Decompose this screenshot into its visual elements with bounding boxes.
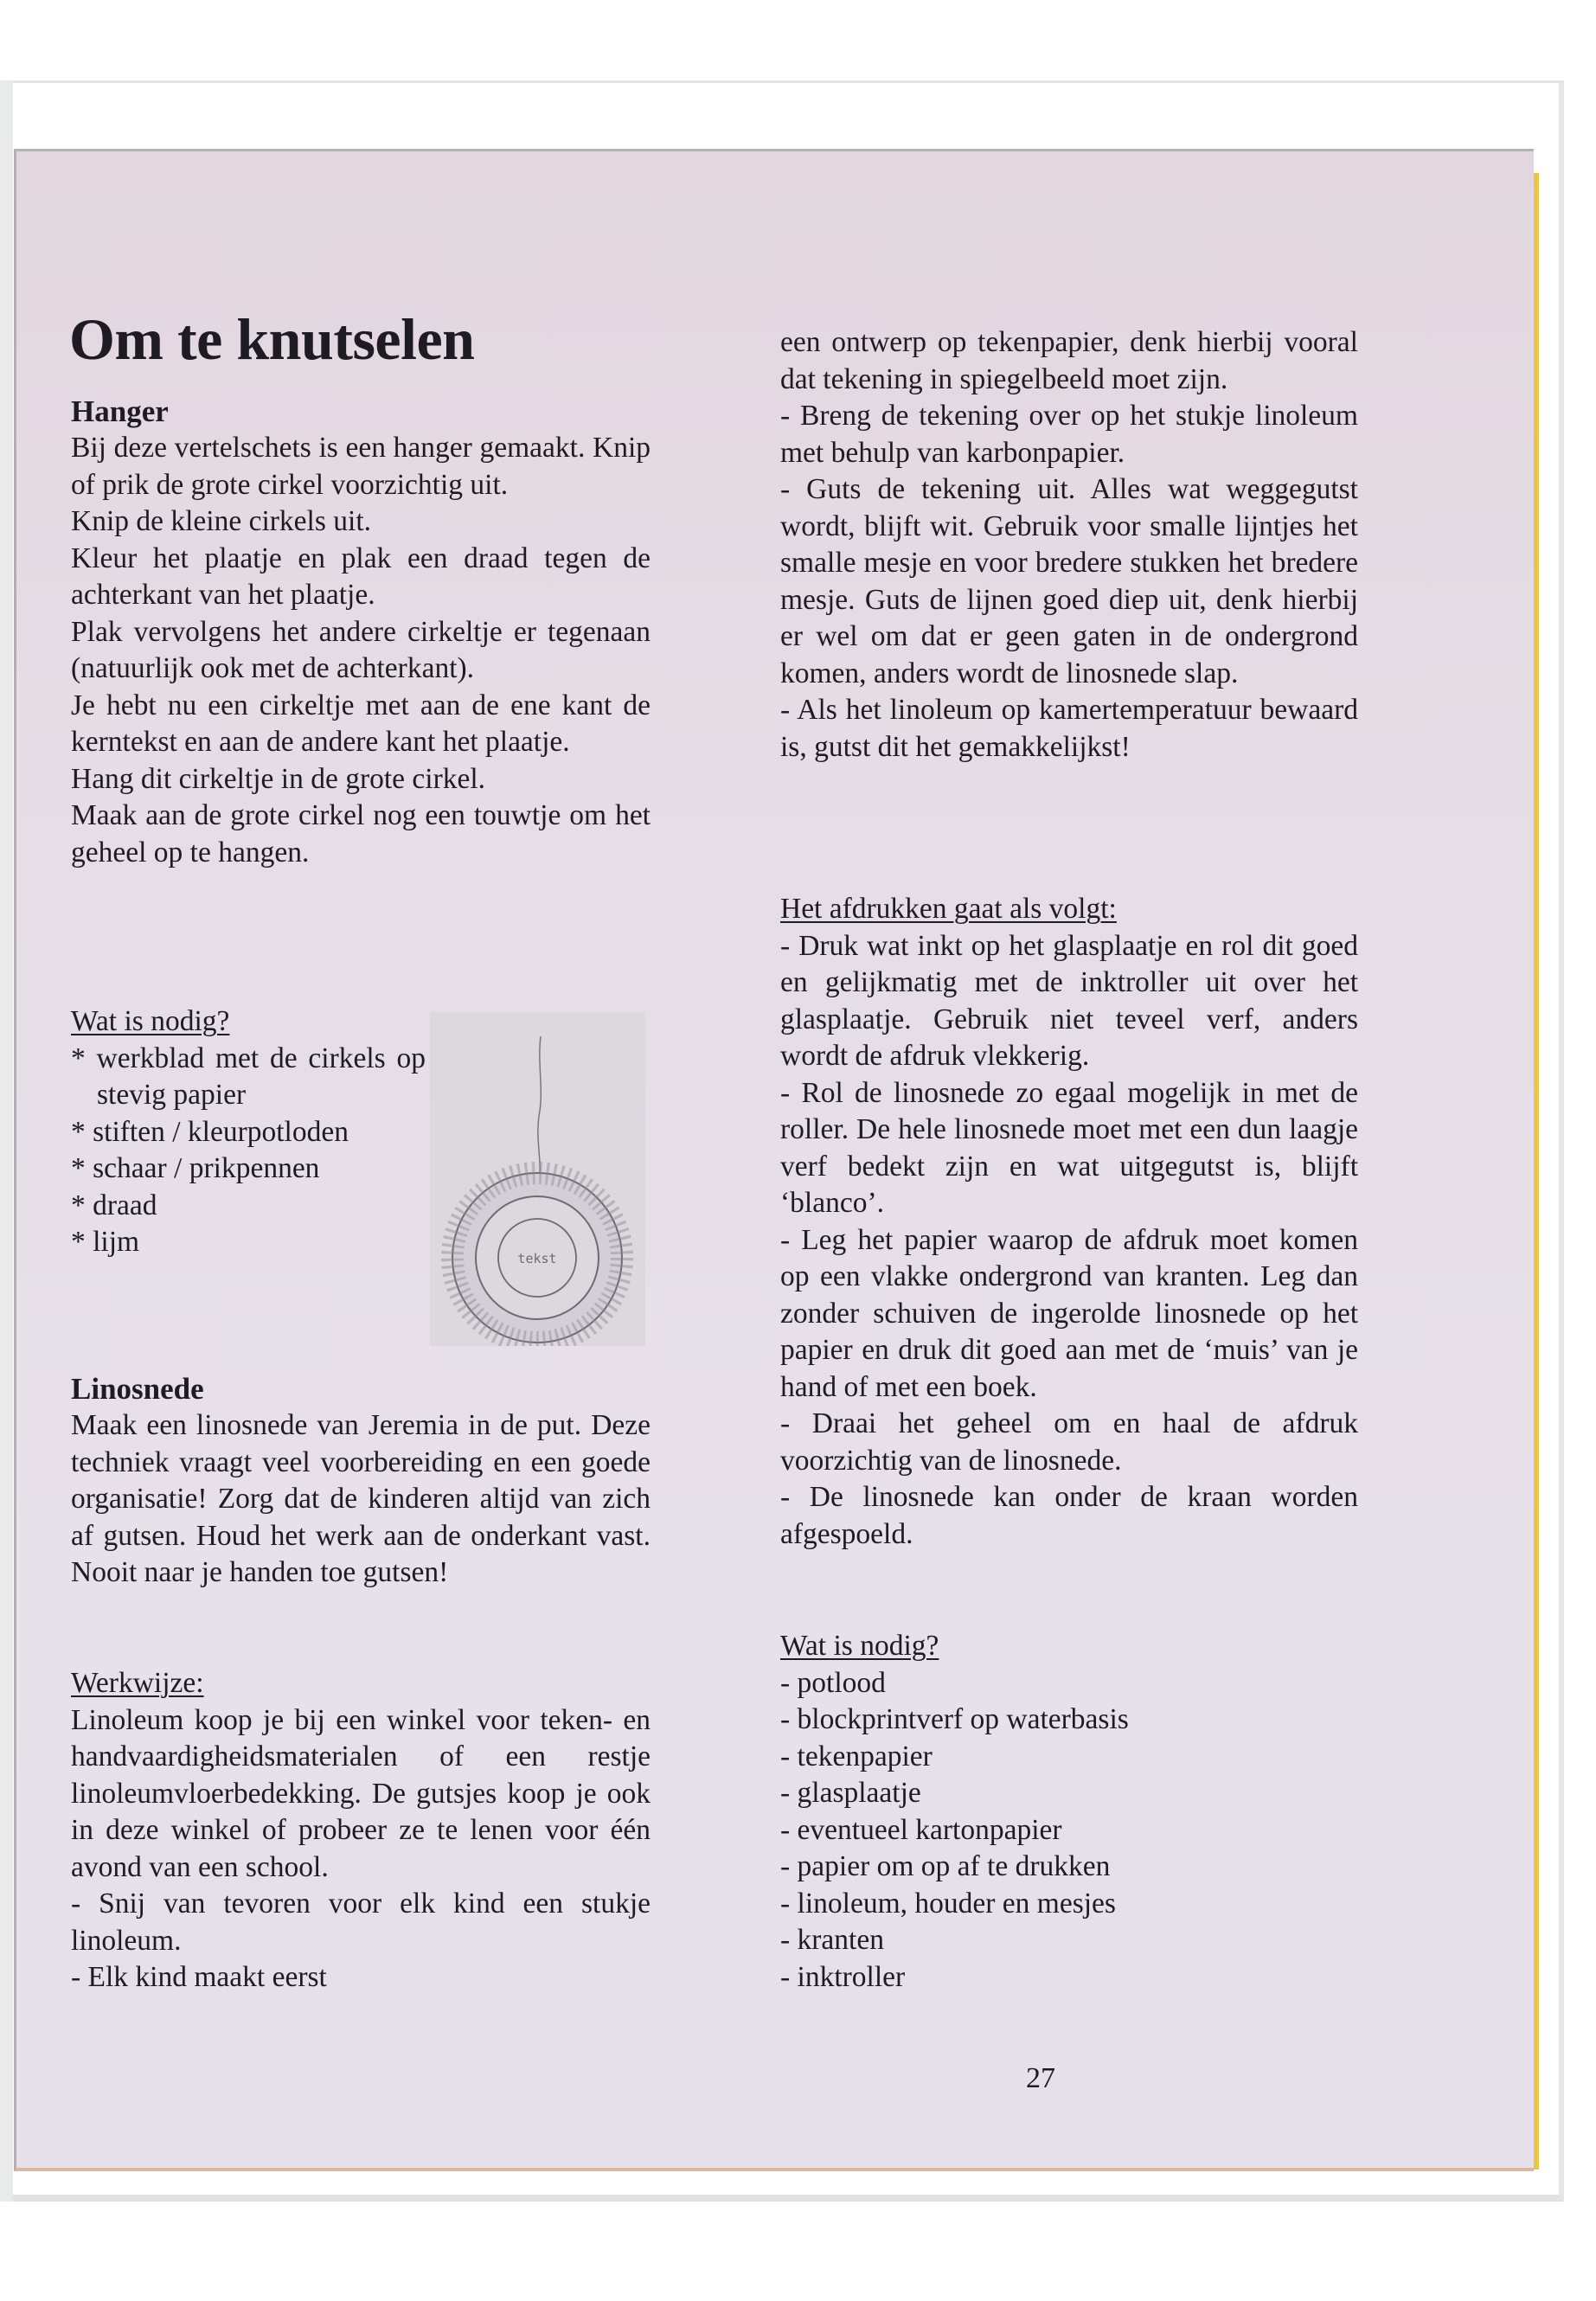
- hanger-paragraph: Bij deze vertelschets is een hanger gemaakt. Knip of prik de grote cirkel voorzichtig uit.: [71, 432, 651, 501]
- method-section: [71, 1665, 651, 1997]
- hanger-needed-heading: Wat is nodig?: [71, 1005, 230, 1037]
- scan-left-border: [0, 80, 13, 2202]
- method-step: - Snij van tevoren voor elk kind een stukje linoleum.: [71, 1888, 651, 1957]
- printing-needed-heading: Wat is nodig?: [780, 1630, 939, 1662]
- hanger-section: [71, 394, 651, 871]
- needed-item: * schaar / prikpennen: [71, 1152, 320, 1184]
- printing-step: - Leg het papier waarop de afdruk moet komen op een vlakke ondergrond van kranten. Leg dan zonder schuiven de ingerolde linosnede op het papier en druk dit goed aan met de ‘muis’ van je hand of met een boek.: [780, 1223, 1358, 1403]
- method-step: - Breng de tekening over op het stukje linoleum met behulp van karbonpapier.: [780, 400, 1358, 469]
- linosnede-heading: Linosnede: [71, 1372, 204, 1406]
- needed-item: - glasplaatje: [780, 1777, 921, 1809]
- method-step: - Als het linoleum op kamertemperatuur bewaard is, gutst dit het gemakkelijkst!: [780, 694, 1358, 763]
- continuation-text: een ontwerp op tekenpapier, denk hierbij vooral dat tekening in spiegelbeeld moet zijn.: [780, 326, 1358, 395]
- printing-needed-list: [780, 1665, 1358, 1997]
- printing-step: - Rol de linosnede zo egaal mogelijk in met de roller. De hele linosnede moet met een dun laagje verf bedekt zijn en wat uitgegutst is, blijft ‘blanco’.: [780, 1076, 1358, 1219]
- needed-item: * stiften / kleurpotloden: [71, 1115, 349, 1148]
- hanger-paragraph: Knip de kleine cirkels uit.: [71, 505, 372, 537]
- needed-item: - linoleum, houder en mesjes: [780, 1887, 1116, 1920]
- linosnede-section: [71, 1371, 651, 1592]
- needed-item: - blockprintverf op waterbasis: [780, 1703, 1129, 1735]
- printing-step: - Draai het geheel om en haal de afdruk voorzichtig van de linosnede.: [780, 1407, 1358, 1477]
- hanger-paragraph: Maak aan de grote cirkel nog een touwtje om het geheel op te hangen.: [71, 799, 651, 868]
- needed-item: - eventueel kartonpapier: [780, 1813, 1062, 1846]
- hanger-paragraph: Je hebt nu een cirkeltje met aan de ene kant de kerntekst en aan de andere kant het plaatje.: [71, 689, 651, 758]
- page-number: 27: [1026, 2062, 1055, 2094]
- needed-item: - tekenpapier: [780, 1740, 933, 1772]
- printing-step: - Druk wat inkt op het glasplaatje en rol dit goed en gelijkmatig met de inktroller uit over het glasplaatje. Gebruik niet teveel verf, anders wordt de afdruk vlekkerig.: [780, 929, 1358, 1072]
- printing-section: [780, 891, 1358, 1553]
- needed-item: * draad: [71, 1189, 157, 1221]
- needed-item: - kranten: [780, 1924, 884, 1956]
- needed-item: - papier om op af te drukken: [780, 1850, 1111, 1882]
- method-heading: Werkwijze:: [71, 1667, 204, 1699]
- printing-heading: Het afdrukken gaat als volgt:: [780, 893, 1117, 925]
- method-step: - Elk kind maakt eerst: [71, 1961, 327, 1993]
- hanger-illustration-icon: [430, 1012, 645, 1346]
- continuation-section: [780, 324, 1358, 766]
- page-title: Om te knutselen: [69, 306, 475, 372]
- printing-needed-section: [780, 1628, 1358, 1996]
- method-step: - Guts de tekening uit. Alles wat weggegutst wordt, blijft wit. Gebruik voor smalle lijntjes het smalle mesje en voor bredere stukken het bredere mesje. Guts de lijnen goed diep uit, denk hierbij er wel om dat er geen gaten in de ondergrond komen, anders wordt de linosnede slap.: [780, 473, 1358, 689]
- hanger-needed-section: [71, 1003, 426, 1261]
- linosnede-intro: Maak een linosnede van Jeremia in de put. Deze techniek vraagt veel voorbereiding en een goede organisatie! Zorg dat de kinderen altijd van zich af gutsen. Houd het werk aan de onderkant vast. Nooit naar je handen toe gutsen!: [71, 1409, 651, 1588]
- hanger-heading: Hanger: [71, 394, 169, 428]
- hanger-paragraph: Kleur het plaatje en plak een draad tegen de achterkant van het plaatje.: [71, 542, 651, 611]
- method-intro: Linoleum koop je bij een winkel voor teken- en handvaardigheidsmaterialen of een restje linoleumvloerbedekking. De gutsjes koop je ook in deze winkel of probeer ze te lenen voor één avond van een school.: [71, 1703, 651, 1883]
- needed-item: * werkblad met de cirkels op stevig papier: [71, 1042, 426, 1111]
- hanger-paragraph: Hang dit cirkeltje in de grote cirkel.: [71, 762, 486, 795]
- hanger-needed-list: [71, 1041, 426, 1261]
- svg-text:tekst: tekst: [517, 1251, 557, 1266]
- printing-step: - De linosnede kan onder de kraan worden afgespoeld.: [780, 1481, 1358, 1550]
- needed-item: * lijm: [71, 1226, 140, 1258]
- hanger-paragraph: Plak vervolgens het andere cirkeltje er tegenaan (natuurlijk ook met de achterkant).: [71, 615, 651, 684]
- needed-item: - potlood: [780, 1666, 886, 1699]
- needed-item: - inktroller: [780, 1960, 906, 1993]
- hanger-circle-illustration: [430, 1012, 645, 1346]
